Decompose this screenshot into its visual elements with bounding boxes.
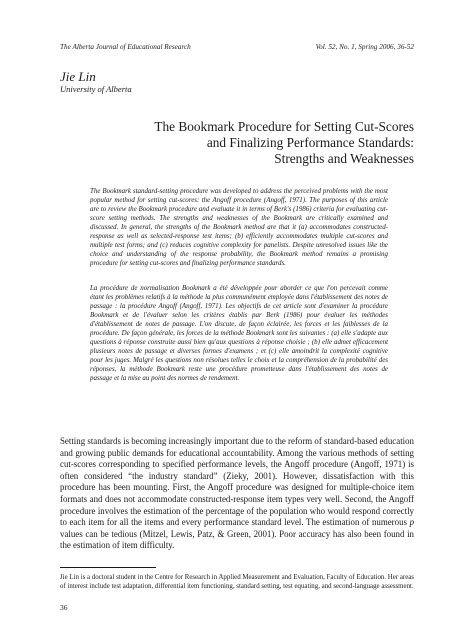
footnote-divider [60,567,156,568]
body-text-part: Setting standards is becoming increasingly important due to the reform of standard-based education and growing public demands for educational accountability. Among the various methods of setting cut-scores corresponding to specified performance levels, the Angoff procedure (Angoff, 1971) is often considered “the industry standard” (Zieky, 2001). However, dissatisfaction with this procedure has been mounting. First, the Angoff procedure was designed for multiple-choice item formats and does not accommodate constructed-response item types very well. Second, the Angoff procedure involves the estimation of the percentage of the population who would respond correctly to each item for all the items and every performance standard level. The estimation of numerous [60,436,414,528]
title-line: The Bookmark Procedure for Setting Cut-Scores [154,119,414,134]
p-value-symbol: p [409,517,414,528]
volume-info: Vol. 52, No. 1, Spring 2006, 36-52 [315,43,414,51]
body-paragraph [60,436,414,552]
running-header [60,43,414,51]
author-affiliation: University of Alberta [60,84,132,94]
title-line: Strengths and Weaknesses [274,151,414,166]
author-footnote: Jie Lin is a doctoral student in the Centre for Research in Applied Measurement and Evaluation, Faculty of Education. Her areas of interest include test adaptation, differential item functioning, standard setting, test equating, and second-language assessment. [60,574,414,590]
title-line: and Finalizing Performance Standards: [206,135,414,150]
body-text-part: values can be tedious (Mitzel, Lewis, Patz, & Green, 2001). Poor accuracy has also been found in the estimation of item difficulty. [60,528,414,551]
journal-name: The Alberta Journal of Educational Research [60,43,191,51]
author-name: Jie Lin [60,69,96,84]
abstract-french: La procédure de normalisation Bookmark a été développée pour aborder ce que l'on percevait comme étant les problèmes relatifs à la méthode la plus communément employée dans l'établissement des notes de passage : la procédure Angoff (Angoff, 1971). Les objectifs de cet article sont d'examiner la procédure Bookmark et de l'évaluer selon les critères établis par Berk (1986) pour évaluer les méthodes d'établissement de notes de passage. L'on discute, de façon éclairée, les forces et les faiblesses de la procédure. De façon générale, les forces de la méthode Bookmark sont les suivantes : (a) elle s'adapte aux questions à réponse construite aussi bien qu'aux questions à réponse choisie ; (b) elle admet efficacement plusieurs notes de passage et diverses formes d'examens ; et (c) elle amoindrit la complexité cognitive pour les juges. Malgré les questions non résolues telles le choix et la compréhension de la probabilité des réponses, la méthode Bookmark reste une procédure prometteuse dans l'établissement des notes de passage et la mise au point des normes de rendement. [90,284,388,383]
author-block [60,69,132,95]
abstract-english: The Bookmark standard-setting procedure was developed to address the perceived problems with the most popular method for setting cut-scores: the Angoff procedure (Angoff, 1971). The purposes of this article are to review the Bookmark procedure and evaluate it in terms of Berk's (1986) criteria for evaluating cut-score setting methods. The strengths and weaknesses of the Bookmark are critically examined and discussed. In general, the strengths of the Bookmark method are that it (a) accommodates constructed-response as well as selected-response test items; (b) efficiently accommodates multiple cut-scores and multiple test forms; and (c) reduces cognitive complexity for panelists. Despite unresolved issues like the choice and understanding of the response probability, the Bookmark method remains a promising procedure for setting cut-scores and finalizing performance standards. [90,187,388,268]
page-number: 36 [60,603,68,612]
article-title [60,119,414,167]
